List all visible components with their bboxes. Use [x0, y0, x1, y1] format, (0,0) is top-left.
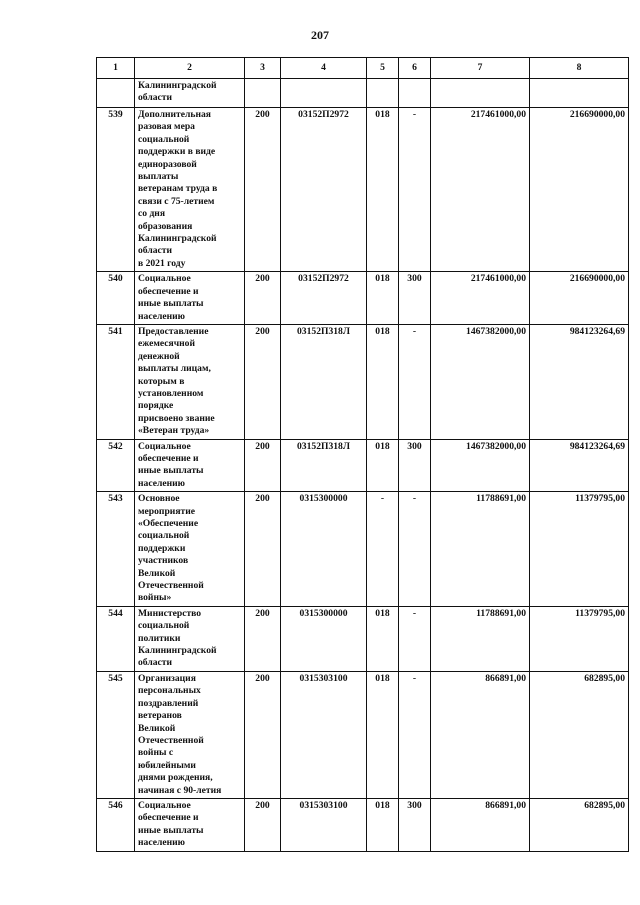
- table-cell: [97, 79, 135, 108]
- table-cell-ministry-code: 018: [367, 108, 399, 272]
- table-cell-expense-type: 300: [399, 272, 431, 325]
- table-cell-expense-type: -: [399, 324, 431, 439]
- table-cell-row-number: 543: [97, 492, 135, 607]
- table-cell-description: Предоставление ежемесячной денежной выплаты лицам, которым в установленном порядке присвоено звание «Ветеран труда»: [135, 324, 245, 439]
- table-cell-ministry-code: 018: [367, 606, 399, 671]
- table-cell-amount-2021: 1467382000,00: [431, 439, 530, 492]
- table-cell-description: Социальное обеспечение и иные выплаты населению: [135, 272, 245, 325]
- table-cell-description: Социальное обеспечение и иные выплаты населению: [135, 798, 245, 851]
- table-cell-ministry-code: 018: [367, 324, 399, 439]
- table-row: [97, 324, 629, 439]
- table-row: [97, 439, 629, 492]
- column-header: 4: [281, 58, 367, 79]
- table-cell-description: Калининградской области: [135, 79, 245, 108]
- table-cell-ministry-code: 018: [367, 272, 399, 325]
- table-cell-amount-2021: 217461000,00: [431, 108, 530, 272]
- header-row: [97, 58, 629, 79]
- table-cell-amount-executed: 216690000,00: [530, 272, 629, 325]
- table-cell-ministry-code: 018: [367, 798, 399, 851]
- table-cell-row-number: 541: [97, 324, 135, 439]
- table-cell-target-article: 0315300000: [281, 606, 367, 671]
- column-header: 5: [367, 58, 399, 79]
- table-cell-amount-2021: 11788691,00: [431, 492, 530, 607]
- table-cell-ministry-code: -: [367, 492, 399, 607]
- table-cell-expense-type: -: [399, 492, 431, 607]
- table-cell: [245, 79, 281, 108]
- table-cell-row-number: 539: [97, 108, 135, 272]
- table-cell-amount-executed: 11379795,00: [530, 492, 629, 607]
- budget-table: [96, 57, 629, 852]
- column-header: 6: [399, 58, 431, 79]
- table-cell: [367, 79, 399, 108]
- table-row: [97, 671, 629, 798]
- table-cell-expense-type: 300: [399, 439, 431, 492]
- table-cell-ministry-code: 018: [367, 671, 399, 798]
- table-cell-target-article: 03152П318Л: [281, 324, 367, 439]
- table-cell-row-number: 545: [97, 671, 135, 798]
- table-cell-target-article: 0315303100: [281, 798, 367, 851]
- table-cell: [431, 79, 530, 108]
- table-cell-expense-type: -: [399, 606, 431, 671]
- column-header: 3: [245, 58, 281, 79]
- table-cell-row-number: 544: [97, 606, 135, 671]
- table-cell-amount-executed: 984123264,69: [530, 439, 629, 492]
- table-cell-amount-2021: 217461000,00: [431, 272, 530, 325]
- table-cell-row-number: 546: [97, 798, 135, 851]
- table-row: [97, 108, 629, 272]
- table-cell-section-code: 200: [245, 798, 281, 851]
- column-header: 8: [530, 58, 629, 79]
- table-cell-description: Дополнительная разовая мера социальной поддержки в виде единоразовой выплаты ветеранам труда в связи с 75-летием со дня образования Калининградской области в 2021 году: [135, 108, 245, 272]
- table-cell-target-article: 03152П2972: [281, 108, 367, 272]
- table-cell-section-code: 200: [245, 108, 281, 272]
- table-cell-section-code: 200: [245, 324, 281, 439]
- table-cell-amount-executed: 216690000,00: [530, 108, 629, 272]
- table-cell-amount-executed: 682895,00: [530, 671, 629, 798]
- table-cell-amount-executed: 984123264,69: [530, 324, 629, 439]
- table-cell-amount-executed: 682895,00: [530, 798, 629, 851]
- table-cell-amount-2021: 1467382000,00: [431, 324, 530, 439]
- table-row: [97, 798, 629, 851]
- table-cell-amount-2021: 866891,00: [431, 671, 530, 798]
- table-cell-amount-2021: 866891,00: [431, 798, 530, 851]
- table-cell-section-code: 200: [245, 439, 281, 492]
- table-cell-description: Основное мероприятие «Обеспечение социальной поддержки участников Великой Отечественной войны»: [135, 492, 245, 607]
- table-cell: [399, 79, 431, 108]
- table-cell-target-article: 03152П318Л: [281, 439, 367, 492]
- table-cell-amount-2021: 11788691,00: [431, 606, 530, 671]
- table-cell-target-article: 0315300000: [281, 492, 367, 607]
- table-cell-target-article: 0315303100: [281, 671, 367, 798]
- column-header: 2: [135, 58, 245, 79]
- table-row: [97, 606, 629, 671]
- table-cell: [281, 79, 367, 108]
- column-header: 7: [431, 58, 530, 79]
- table-row: [97, 492, 629, 607]
- table-row: [97, 272, 629, 325]
- table-cell-section-code: 200: [245, 492, 281, 607]
- table-cell: [530, 79, 629, 108]
- table-cell-row-number: 542: [97, 439, 135, 492]
- table-cell-section-code: 200: [245, 606, 281, 671]
- table-cell-expense-type: -: [399, 671, 431, 798]
- column-header: 1: [97, 58, 135, 79]
- table-cell-description: Министерство социальной политики Калининградской области: [135, 606, 245, 671]
- table-cell-expense-type: -: [399, 108, 431, 272]
- table-cell-row-number: 540: [97, 272, 135, 325]
- continued-row: [97, 79, 629, 108]
- page-number: 207: [311, 28, 329, 42]
- table-cell-section-code: 200: [245, 272, 281, 325]
- table-cell-amount-executed: 11379795,00: [530, 606, 629, 671]
- table-cell-target-article: 03152П2972: [281, 272, 367, 325]
- table-cell-expense-type: 300: [399, 798, 431, 851]
- table-cell-description: Социальное обеспечение и иные выплаты населению: [135, 439, 245, 492]
- table-cell-section-code: 200: [245, 671, 281, 798]
- table-cell-ministry-code: 018: [367, 439, 399, 492]
- table-cell-description: Организация персональных поздравлений ветеранов Великой Отечественной войны с юбилейными днями рождения, начиная с 90-летия: [135, 671, 245, 798]
